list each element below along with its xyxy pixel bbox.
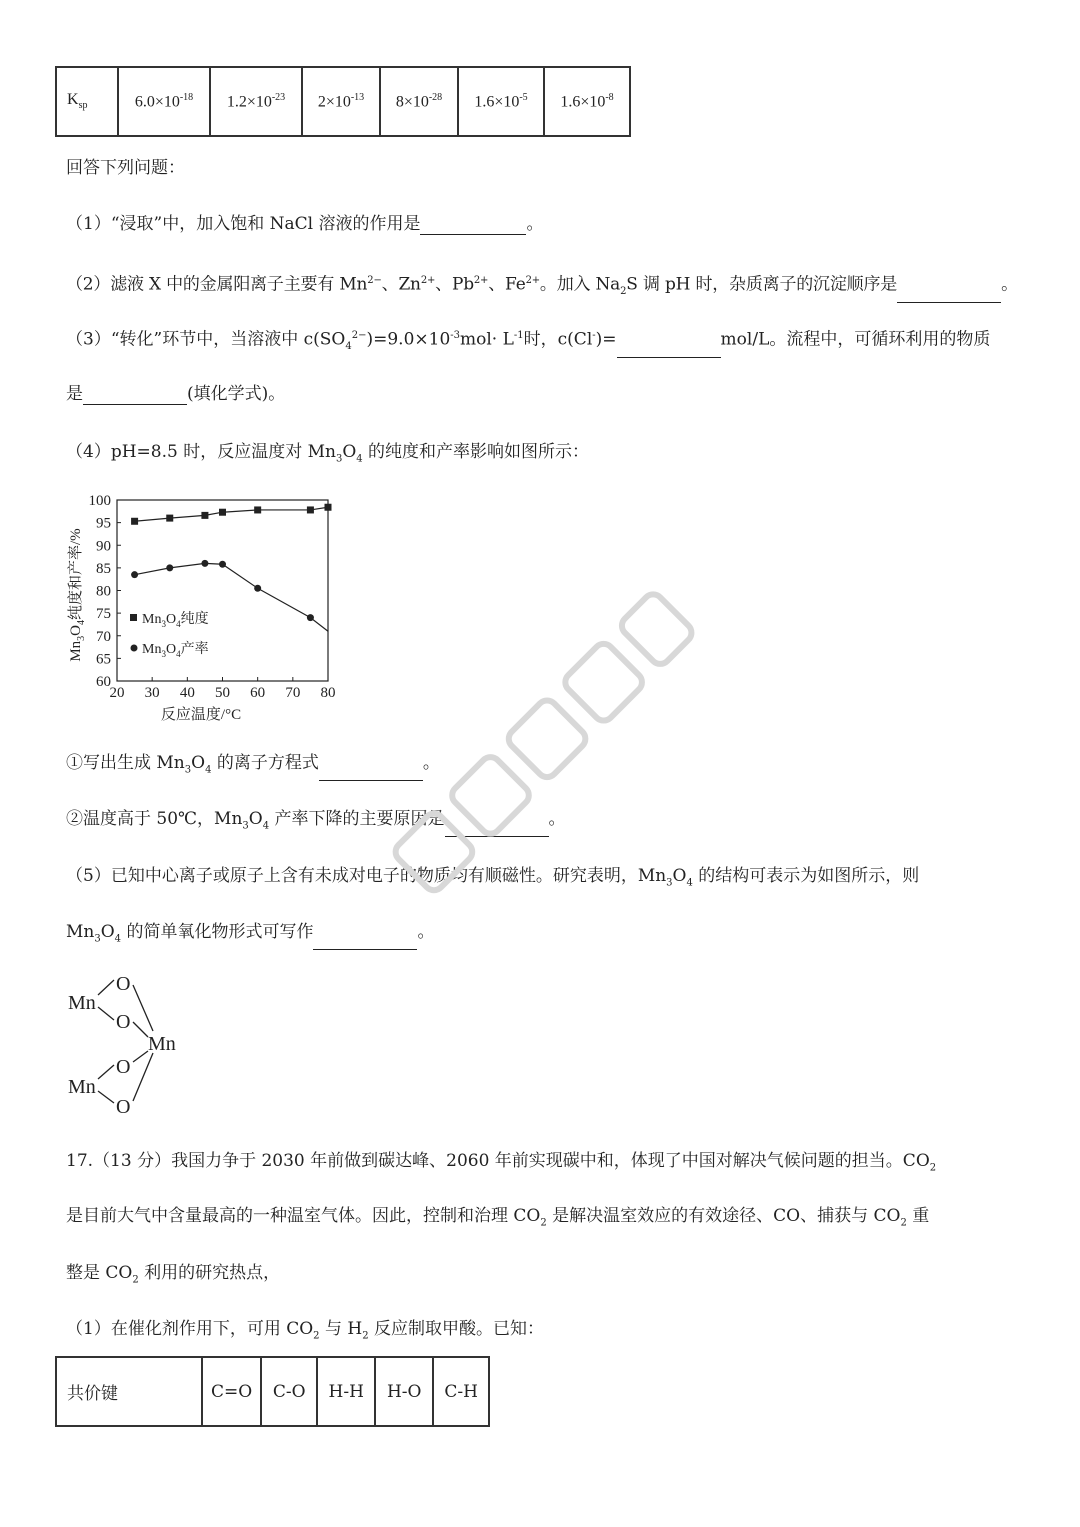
question-4: （4）pH=8.5 时，反应温度对 $Mn_3O_4$ 的纯度和产率影响如图所示： (66, 442, 590, 465)
bond-table-header: 共价键 (56, 1357, 202, 1426)
yield-point (219, 561, 226, 568)
bond-cell: C-O (261, 1357, 317, 1426)
x-tick-label: 20 (109, 685, 125, 701)
question-3-line-2: 是 (填化学式)。 (66, 384, 286, 404)
question-1: （1）“浸取”中，加入饱和 NaCl 溶液的作用是 。 (66, 214, 544, 234)
question-2: （2）滤液 X 中的金属阳离子主要有 $Mn^{2-}$、$Zn^{2+}$、$Pb^{2+}$、$Fe^{2+}$。加入 $Na_2S$ 调 pH 时，杂质离子的沉淀顺序是 。 (66, 270, 1018, 303)
y-tick-label: 100 (88, 493, 111, 509)
purity-point (307, 506, 314, 513)
yield-point (166, 564, 173, 571)
mn-atom-bottom: Mn (68, 1076, 96, 1098)
ksp-table (55, 66, 631, 137)
question-17-line-2: 是目前大气中含量最高的一种温室气体。因此，控制和治理 $CO_2$ 是解决温室效应的有效途径、CO、捕获与 $CO_2$ 重 (66, 1206, 930, 1229)
series-line-square (135, 507, 328, 521)
bond-cell: H-H (317, 1357, 375, 1426)
yield-point (131, 571, 138, 578)
x-tick-label: 60 (250, 685, 266, 701)
y-tick-label: 75 (96, 606, 111, 623)
answer-blank[interactable] (617, 339, 721, 358)
question-5-line-2: $Mn_3O_4$ 的简单氧化物形式可写作 。 (66, 921, 434, 950)
purity-point (201, 512, 208, 519)
ksp-cell: $1.6\times 10^{-8}$ (544, 67, 630, 136)
sub-question-2: ②温度高于 50℃，$Mn_3O_4$ 产率下降的主要原因是 。 (66, 808, 566, 837)
mn3o4-structure-diagram (60, 965, 200, 1125)
y-tick-label: 90 (96, 538, 111, 555)
question-17-line-1: 17.（13 分）我国力争于 2030 年前做到碳达峰、2060 年前实现碳中和，体现了中国对解决气候问题的担当。$CO_2$ (66, 1151, 937, 1174)
yield-point (254, 585, 261, 592)
o-atom: O (116, 1011, 131, 1033)
ksp-header: $K_{sp}$ (56, 67, 118, 136)
o-atom: O (116, 1096, 131, 1118)
mn-atom-center: Mn (148, 1033, 176, 1055)
x-tick-label: 80 (320, 685, 336, 701)
watermark-stamp (330, 560, 750, 960)
bond-cell: C-H (433, 1357, 489, 1426)
bond-cell: H-O (375, 1357, 433, 1426)
x-tick-label: 30 (144, 685, 160, 701)
y-tick-label: 60 (96, 674, 111, 690)
bonds (98, 980, 153, 1103)
bond-cell: C=O (202, 1357, 261, 1426)
answer-blank[interactable] (420, 216, 526, 235)
ksp-cell: $1.2\times 10^{-23}$ (210, 67, 302, 136)
purity-point (166, 515, 173, 522)
purity-point (254, 506, 261, 513)
legend-square-marker (130, 614, 137, 621)
legend-circle-marker (131, 645, 138, 652)
purity-point (219, 509, 226, 516)
watermark-glyphs (392, 590, 696, 894)
y-tick-label: 85 (96, 560, 111, 577)
sub-question-1: ①写出生成 $Mn_3O_4$ 的离子方程式 。 (66, 752, 440, 781)
question-17-line-4: （1）在催化剂作用下，可用 $CO_2$ 与 $H_2$ 反应制取甲酸。已知： (66, 1319, 544, 1342)
answer-blank[interactable] (83, 386, 187, 405)
purity-point (325, 504, 332, 511)
ksp-cell: $8\times 10^{-28}$ (380, 67, 458, 136)
o-atom: O (116, 1056, 131, 1078)
x-tick-label: 40 (179, 685, 195, 701)
ksp-cell: $1.6\times 10^{-5}$ (458, 67, 544, 136)
o-atom: O (116, 973, 131, 995)
ksp-cell: $2\times 10^{-13}$ (302, 67, 380, 136)
question-5-line-1: （5）已知中心离子或原子上含有未成对电子的物质均有顺磁性。研究表明，$Mn_3O_4$ 的结构可表示为如图所示，则 (66, 866, 920, 889)
y-tick-label: 80 (96, 583, 111, 600)
legend-purity: $Mn_3O_4$纯度 (142, 612, 209, 629)
mn-atom-top: Mn (68, 992, 96, 1014)
question-17-line-3: 整是 $CO_2$ 利用的研究热点， (66, 1263, 281, 1286)
answer-blank[interactable] (897, 284, 1001, 303)
intro-text: 回答下列问题： (66, 158, 185, 178)
yield-point (201, 560, 208, 567)
question-3-line-1: （3）“转化”环节中，当溶液中 $c(SO_4^{2-})=9.0\times 10^{-3}mol\cdot L^{-1}$时，c(Cl-)= mol/L。流程中，可循环利用的物质 (66, 325, 990, 358)
x-axis-label: 反应温度/°C (160, 707, 242, 723)
y-tick-label: 95 (96, 515, 111, 532)
y-tick-label: 65 (96, 651, 111, 668)
x-tick-label: 70 (285, 685, 301, 701)
yield-point (307, 614, 314, 621)
x-tick-label: 50 (215, 685, 230, 701)
y-tick-label: 70 (96, 628, 111, 645)
ksp-cell: $6.0\times 10^{-18}$ (118, 67, 210, 136)
legend-yield: $Mn_3O_4$产率 (142, 642, 209, 659)
purity-yield-chart (60, 485, 340, 725)
y-axis-label: $Mn_3O_4$纯度和产率/% (68, 528, 87, 662)
purity-point (131, 518, 138, 525)
chart-legend (130, 610, 209, 659)
covalent-bond-table (55, 1356, 490, 1427)
